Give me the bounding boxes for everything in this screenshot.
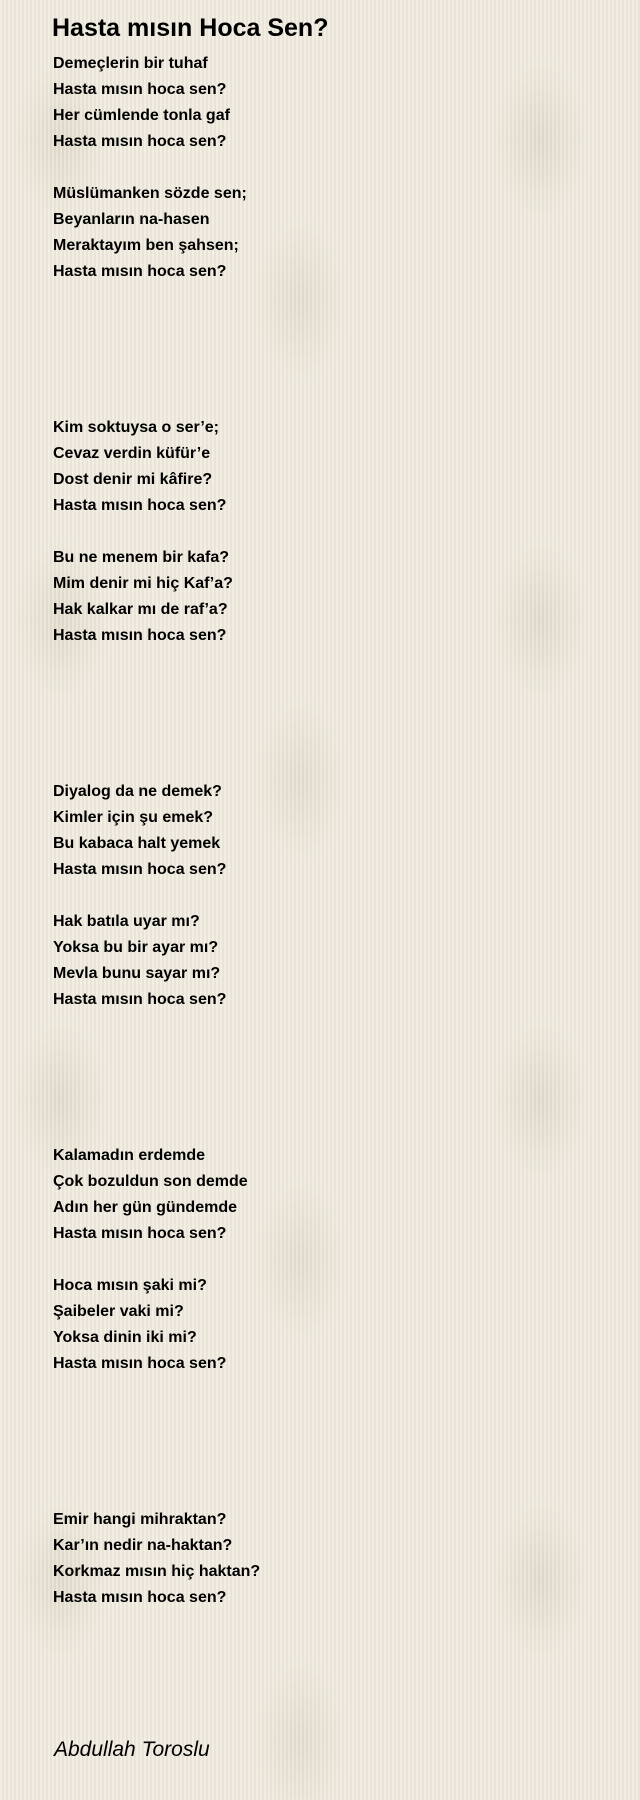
poem-line: Yoksa dinin iki mi? bbox=[53, 1329, 197, 1346]
poem-line: Çok bozuldun son demde bbox=[53, 1173, 248, 1190]
poem-line: Demeçlerin bir tuhaf bbox=[53, 55, 208, 72]
stanza bbox=[53, 1143, 613, 1247]
poem-line: Cevaz verdin küfür’e bbox=[53, 445, 211, 462]
stanza bbox=[53, 779, 613, 883]
poem-line: Kimler için şu emek? bbox=[53, 809, 214, 826]
poem-line: Korkmaz mısın hiç haktan? bbox=[53, 1563, 261, 1580]
poem-line: Beyanların na-hasen bbox=[53, 211, 210, 228]
poem-line: Hasta mısın hoca sen? bbox=[53, 263, 227, 280]
poem-line: Kim soktuysa o ser’e; bbox=[53, 419, 219, 436]
stanza bbox=[53, 51, 613, 155]
poem-line: Kar’ın nedir na-haktan? bbox=[53, 1537, 233, 1554]
stanza bbox=[53, 181, 613, 285]
poem-line: Diyalog da ne demek? bbox=[53, 783, 222, 800]
poem-line: Hoca mısın şaki mi? bbox=[53, 1277, 207, 1294]
poem-line: Mevla bunu sayar mı? bbox=[53, 965, 221, 982]
poem-line: Müslümanken sözde sen; bbox=[53, 185, 247, 202]
poem-line: Mim denir mi hiç Kaf’a? bbox=[53, 575, 233, 592]
poem-line: Hasta mısın hoca sen? bbox=[53, 861, 227, 878]
poem-line: Adın her gün gündemde bbox=[53, 1199, 237, 1216]
poem-line: Yoksa bu bir ayar mı? bbox=[53, 939, 219, 956]
poem-line: Meraktayım ben şahsen; bbox=[53, 237, 239, 254]
stanza bbox=[53, 545, 613, 649]
poem-line: Emir hangi mihraktan? bbox=[53, 1511, 227, 1528]
stanza bbox=[53, 415, 613, 519]
poem-line: Şaibeler vaki mi? bbox=[53, 1303, 184, 1320]
poem-line: Hasta mısın hoca sen? bbox=[53, 1225, 227, 1242]
poem-line: Bu ne menem bir kafa? bbox=[53, 549, 230, 566]
poem-line: Hasta mısın hoca sen? bbox=[53, 1589, 227, 1606]
poem-line: Hasta mısın hoca sen? bbox=[53, 497, 227, 514]
poem-line: Hak kalkar mı de raf’a? bbox=[53, 601, 228, 618]
poem-line: Dost denir mi kâfire? bbox=[53, 471, 213, 488]
stanza bbox=[53, 1507, 613, 1611]
poem-line: Kalamadın erdemde bbox=[53, 1147, 206, 1164]
poem-line: Hasta mısın hoca sen? bbox=[53, 991, 227, 1008]
poem-body bbox=[53, 51, 613, 1637]
poem-line: Hak batıla uyar mı? bbox=[53, 913, 200, 930]
poem-title: Hasta mısın Hoca Sen? bbox=[52, 14, 329, 42]
stanza bbox=[53, 1273, 613, 1377]
poem-line: Hasta mısın hoca sen? bbox=[53, 627, 227, 644]
stanza bbox=[53, 909, 613, 1013]
poem-author: Abdullah Toroslu bbox=[54, 1738, 210, 1761]
poem-line: Her cümlende tonla gaf bbox=[53, 107, 230, 124]
poem-line: Hasta mısın hoca sen? bbox=[53, 133, 227, 150]
poem-line: Bu kabaca halt yemek bbox=[53, 835, 221, 852]
poem-line: Hasta mısın hoca sen? bbox=[53, 1355, 227, 1372]
poem-line: Hasta mısın hoca sen? bbox=[53, 81, 227, 98]
